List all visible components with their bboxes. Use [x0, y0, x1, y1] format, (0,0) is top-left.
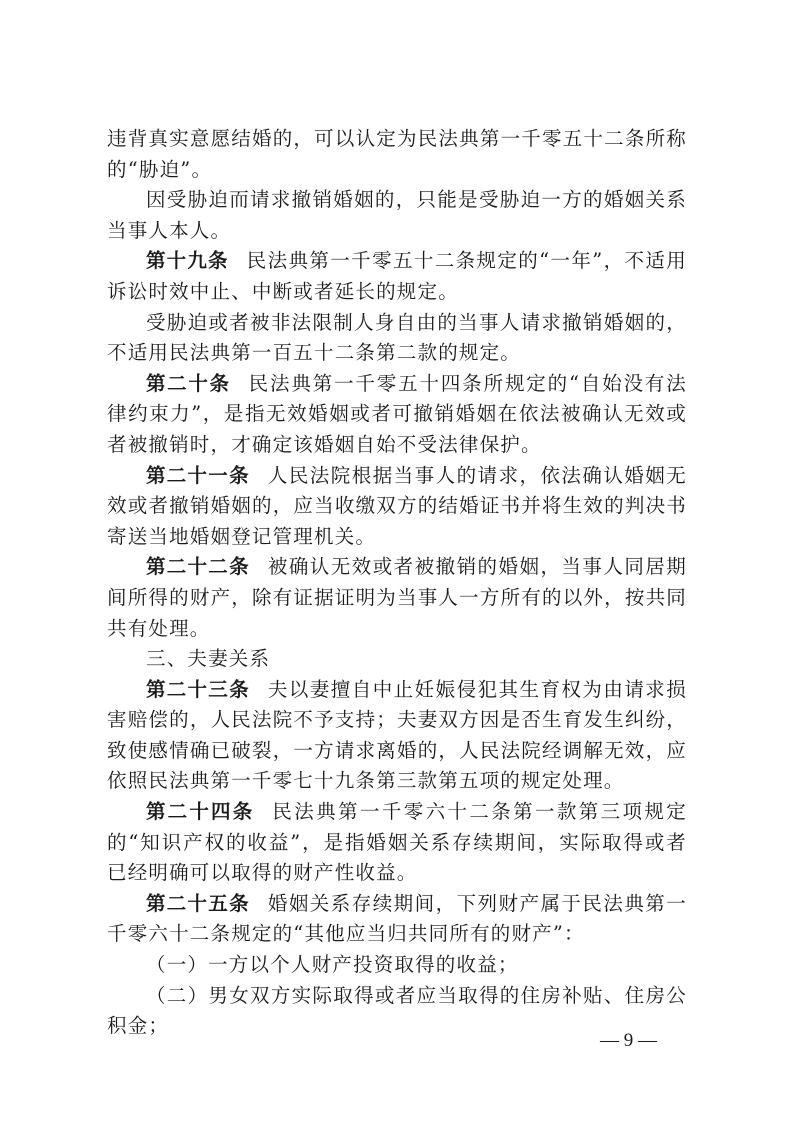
paragraph-1: [107, 124, 687, 185]
paragraph-text: 三、夫妻关系: [146, 647, 271, 671]
article-heading: 第二十三条: [146, 677, 250, 701]
list-item-1: [107, 950, 687, 981]
paragraph-text: 民法典第一千零五十二条规定的“一年”，不适用诉讼时效中止、中断或者延长的规定。: [107, 249, 687, 303]
paragraph-text: 民法典第一千零五十四条所规定的“自始没有法律约束力”，是指无效婚姻或者可撤销婚姻在依法被确认无效或者被撤销时，才确定该婚姻自始不受法律保护。: [107, 371, 687, 456]
article-heading: 第二十条: [146, 371, 231, 395]
article-21: [107, 461, 687, 553]
page-number: — 9 —: [600, 1030, 657, 1051]
article-24: [107, 797, 687, 889]
paragraph-text: 人民法院根据当事人的请求，依法确认婚姻无效或者撤销婚姻的，应当收缴双方的结婚证书并将生效的判决书寄送当地婚姻登记管理机关。: [107, 463, 687, 548]
article-heading: 第十九条: [146, 249, 229, 273]
paragraph-text: 被确认无效或者被撤销的婚姻，当事人同居期间所得的财产，除有证据证明为当事人一方所有的以外，按共同共有处理。: [107, 555, 687, 640]
paragraph-text: 夫以妻擅自中止妊娠侵犯其生育权为由请求损害赔偿的，人民法院不予支持；夫妻双方因是否生育发生纠纷，致使感情确已破裂，一方请求离婚的，人民法院经调解无效，应依照民法典第一千零七十九条第三款第五项的规定处理。: [107, 677, 687, 793]
document-body: [107, 124, 687, 1042]
section-heading: [107, 644, 687, 675]
paragraph-2: [107, 185, 687, 246]
article-20: [107, 369, 687, 461]
paragraph-text: 受胁迫或者被非法限制人身自由的当事人请求撤销婚姻的，不适用民法典第一百五十二条第二款的规定。: [107, 310, 687, 365]
paragraph-text: 因受胁迫而请求撤销婚姻的，只能是受胁迫一方的婚姻关系当事人本人。: [107, 188, 687, 242]
paragraph-text: 婚姻关系存续期间，下列财产属于民法典第一千零六十二条规定的“其他应当归共同所有的财产”：: [107, 891, 687, 946]
paragraph-text: 违背真实意愿结婚的，可以认定为民法典第一千零五十二条所称的“胁迫”。: [107, 127, 687, 181]
article-25: [107, 889, 687, 950]
article-22: [107, 552, 687, 644]
article-heading: 第二十二条: [146, 555, 250, 579]
paragraph-4: [107, 308, 687, 369]
article-23: [107, 675, 687, 797]
paragraph-text: （一）一方以个人财产投资取得的收益；: [146, 953, 519, 977]
article-19: [107, 246, 687, 307]
article-heading: 第二十四条: [146, 800, 255, 824]
article-heading: 第二十一条: [146, 463, 250, 487]
paragraph-text: （二）男女双方实际取得或者应当取得的住房补贴、住房公积金；: [107, 983, 687, 1038]
paragraph-text: 民法典第一千零六十二条第一款第三项规定的“知识产权的收益”，是指婚姻关系存续期间，实际取得或者已经明确可以取得的财产性收益。: [107, 800, 687, 885]
article-heading: 第二十五条: [146, 891, 250, 915]
